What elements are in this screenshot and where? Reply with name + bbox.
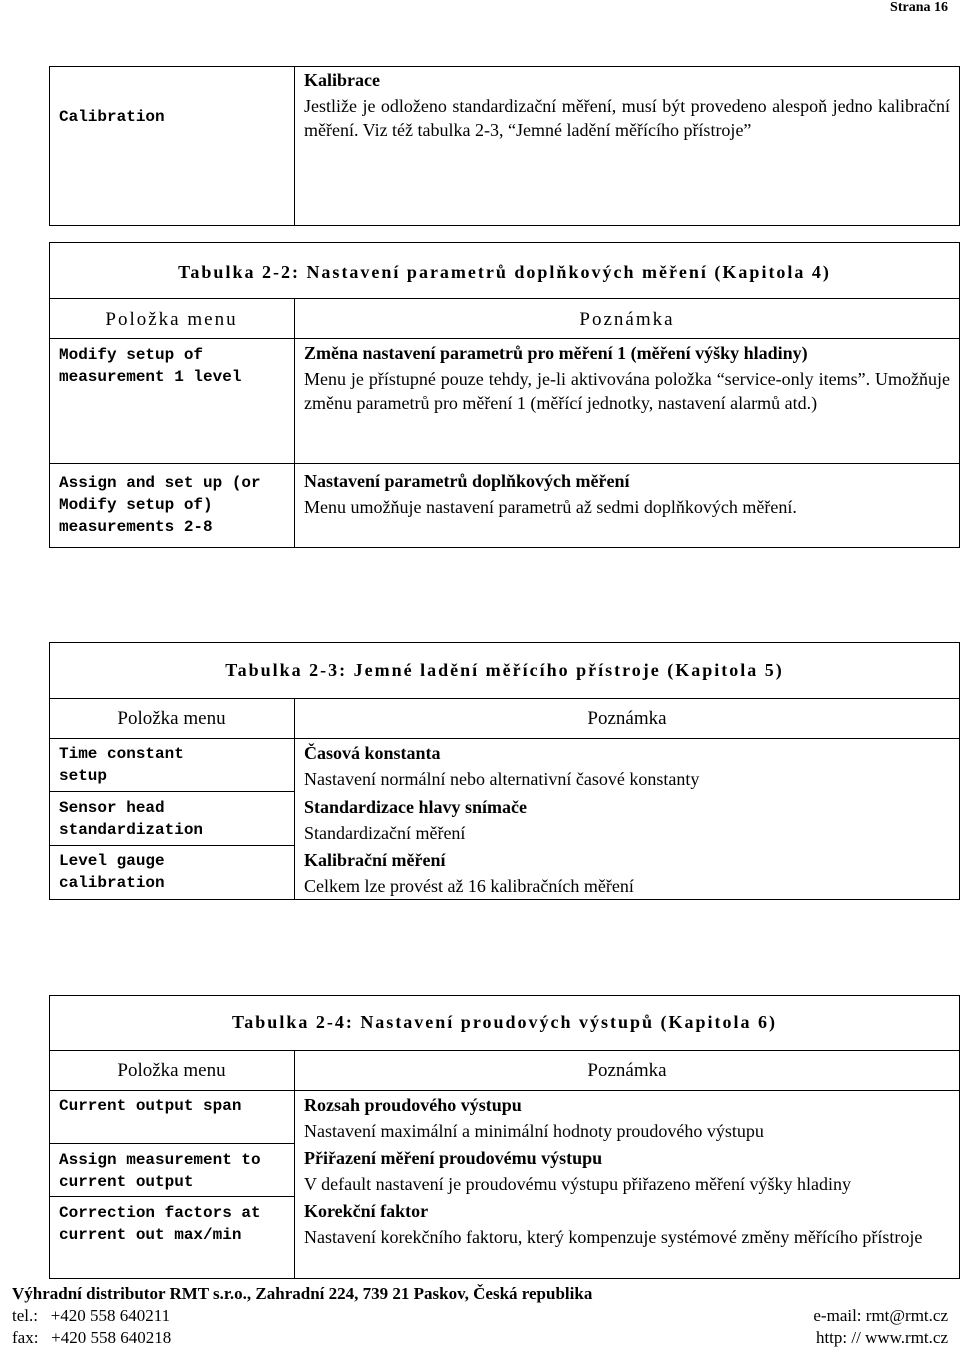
table-2-2-divider [294,298,295,548]
table-2-3-row3-item: Level gauge calibration [59,852,165,892]
calibration-text: Jestliže je odloženo standardizační měření, musí být provedeno alespoň jedno kalibrační měření. Viz též tabulka 2-3, “Jemné ladění měřícího přístroje” [304,96,950,140]
table-2-3-row3-text: Celkem lze provést až 16 kalibračních měření [304,876,634,896]
calibration-item: Calibration [59,108,165,126]
footer-fax: fax: +420 558 640218 [12,1328,172,1347]
table-2-3-row2-title: Standardizace hlavy snímače [304,797,527,817]
table-2-2-row2-title: Nastavení parametrů doplňkových měření [304,471,630,491]
table-2-3-row3-title: Kalibrační měření [304,850,446,870]
table-2-3-title: Tabulka 2-3: Jemné ladění měřícího přístroje (Kapitola 5) [225,660,784,680]
table-2-2-header-rule [49,338,960,339]
table-2-3-row1-rule [49,791,294,792]
table-2-4-row2-item: Assign measurement to current output [59,1151,261,1191]
table-2-4-row2-title: Přiřazení měření proudovému výstupu [304,1148,603,1168]
footer-web[interactable]: http: // www.rmt.cz [815,1328,948,1347]
calibration-divider [294,66,295,226]
footer-distributor: Výhradní distributor RMT s.r.o., Zahradní 224, 739 21 Paskov, Česká republika [12,1284,593,1303]
table-2-4-title: Tabulka 2-4: Nastavení proudových výstupů (Kapitola 6) [231,1012,778,1032]
table-2-4-row3-title: Korekční faktor [304,1201,429,1221]
table-2-2-row1-text: Menu je přístupné pouze tehdy, je-li aktivována položka “service-only items”. Umožňuje změnu parametrů pro měření 1 (měřící jednotky, nastavení alarmů atd.) [304,369,950,413]
table-2-4-divider [294,1050,295,1279]
table-2-3-col1-header: Položka menu [117,708,226,729]
table-2-4-row1-text: Nastavení maximální a minimální hodnoty proudového výstupu [304,1121,764,1141]
table-2-2-row2-item: Assign and set up (or Modify setup of) measurements 2-8 [59,474,261,536]
footer-tel: tel.: +420 558 640211 [12,1306,171,1325]
table-2-3-header-rule [49,738,960,739]
table-2-2-row1-item: Modify setup of measurement 1 level [59,346,242,386]
table-2-3-row2-item: Sensor head standardization [59,799,204,839]
table-2-4-row1-title: Rozsah proudového výstupu [304,1095,522,1115]
table-2-4-row2-text: V default nastavení je proudovému výstupu přiřazeno měření výšky hladiny [304,1174,852,1194]
table-2-3-row2-rule [49,845,294,846]
table-2-2-col2-header: Poznámka [579,309,675,330]
table-2-2-row2-text: Menu umožňuje nastavení parametrů až sedmi doplňkových měření. [304,497,797,517]
table-2-4-title-rule [49,1050,960,1051]
calibration-title: Kalibrace [304,70,380,90]
table-2-3-col2-header: Poznámka [587,708,667,729]
table-2-3-row1-item: Time constant setup [59,745,184,785]
table-2-4-col1-header: Položka menu [117,1060,226,1081]
table-2-2-title-rule [49,298,960,299]
table-2-4-row3-text: Nastavení korekčního faktoru, který kompenzuje systémové změny měřícího přístroje [304,1227,923,1247]
table-2-4-col2-header: Poznámka [587,1060,667,1081]
table-2-4-row3-item: Correction factors at current out max/min [59,1204,261,1244]
table-2-3-row2-text: Standardizační měření [304,823,466,843]
table-2-2-title: Tabulka 2-2: Nastavení parametrů doplňkových měření (Kapitola 4) [178,262,831,282]
table-2-3-row1-title: Časová konstanta [304,743,441,763]
footer-email[interactable]: e-mail: rmt@rmt.cz [813,1306,948,1325]
table-2-2-row-rule [49,463,960,464]
table-2-4-row1-item: Current output span [59,1097,242,1115]
table-2-2-row1-title: Změna nastavení parametrů pro měření 1 (měření výšky hladiny) [304,343,808,363]
table-2-4-row1-rule [49,1143,294,1144]
page-number: Strana 16 [890,0,948,15]
table-2-4-row2-rule [49,1196,294,1197]
footer-line-tel [12,1306,948,1328]
table-2-3-row1-text: Nastavení normální nebo alternativní časové konstanty [304,769,700,789]
table-2-4-header-rule [49,1090,960,1091]
table-2-2-col1-header: Položka menu [105,309,238,330]
footer-line-fax [12,1328,948,1350]
table-2-3-title-rule [49,698,960,699]
